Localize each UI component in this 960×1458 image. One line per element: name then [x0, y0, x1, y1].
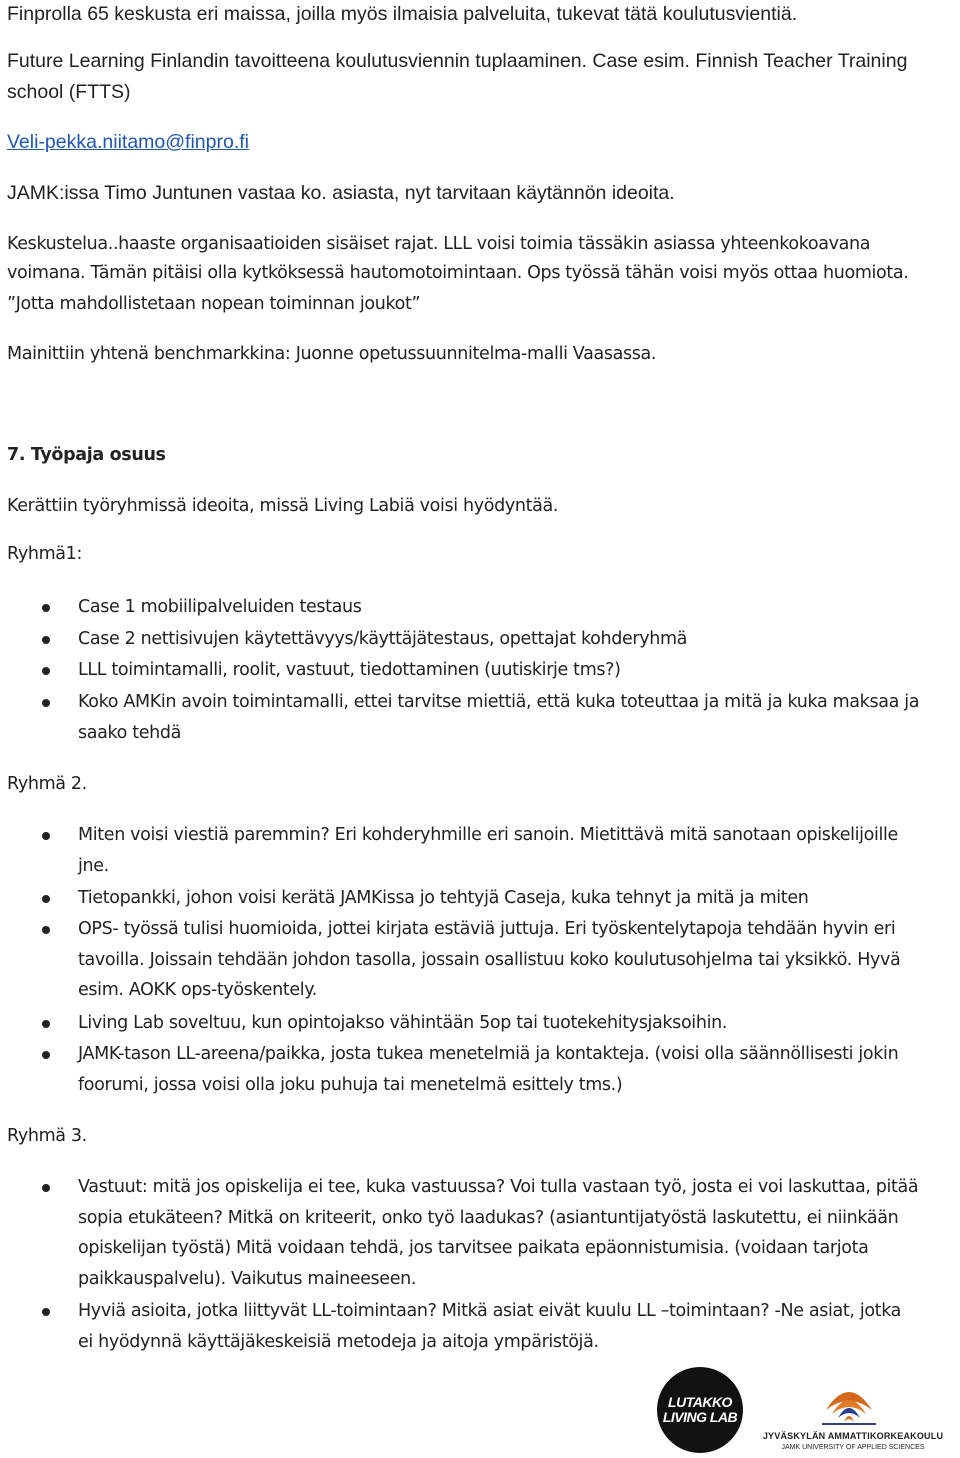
list-item: LLL toimintamalli, roolit, vastuut, tiedottaminen (uutiskirje tms?)	[78, 660, 621, 680]
list-item: Vastuut: mitä jos opiskelija ei tee, kuka vastuussa? Voi tulla vastaan työ, josta ei voi laskuttaa, pitää	[78, 1177, 919, 1197]
section-heading: 7. Työpaja osuus	[7, 445, 166, 465]
list-item: OPS- työssä tulisi huomioida, jottei kirjata estäviä juttuja. Eri työskentelytapoja tehdään hyvin eri	[78, 919, 896, 939]
list-item: foorumi, jossa voisi olla joku puhuja tai menetelmä esittely tms.)	[78, 1074, 623, 1095]
paragraph: Keskustelua..haaste organisaatioiden sisäiset rajat. LLL voisi toimia tässäkin asiassa yhteenkokoavana	[7, 234, 871, 254]
lutakko-living-lab-logo	[657, 1367, 743, 1453]
list-item: saako tehdä	[78, 722, 182, 743]
bullet-icon	[42, 1051, 50, 1059]
list-item: Miten voisi viestiä paremmin? Eri kohderyhmille eri sanoin. Mietittävä mitä sanotaan opiskelijoille	[78, 825, 898, 845]
list-item: Living Lab soveltuu, kun opintojakso vähintään 5op tai tuotekehitysjaksoihin.	[78, 1013, 728, 1033]
paragraph: Future Learning Finlandin tavoitteena koulutusviennin tuplaaminen. Case esim. Finnish Teacher Training	[7, 50, 908, 72]
list-item: JAMK-tason LL-areena/paikka, josta tukea menetelmiä ja kontakteja. (voisi olla säännöllisesti jokin	[78, 1044, 899, 1064]
bullet-icon	[42, 1184, 50, 1192]
paragraph: Mainittiin yhtenä benchmarkkina: Juonne opetussuunnitelma-malli Vaasassa.	[7, 344, 657, 364]
paragraph: Finprolla 65 keskusta eri maissa, joilla myös ilmaisia palveluita, tukevat tätä koulutusvientiä.	[7, 3, 798, 25]
living-lab-logo-text: LIVING LAB	[662, 1409, 738, 1425]
list-item: jne.	[78, 855, 109, 876]
lutakko-logo-text: LUTAKKO	[668, 1394, 732, 1410]
jamk-subtitle-text: JAMK UNIVERSITY OF APPLIED SCIENCES	[781, 1444, 925, 1451]
list-item: sopia etukäteen? Mitkä on kriteerit, onko työ laadukas? (asiantuntijatyöstä laskutettu, ei niinkään	[78, 1207, 899, 1228]
group-title: Ryhmä1:	[7, 544, 83, 564]
list-item: Koko AMKin avoin toimintamalli, ettei tarvitse miettiä, että kuka toteuttaa ja mitä ja kuka maksaa ja	[78, 692, 920, 712]
list-item: ei hyödynnä käyttäjäkeskeisiä metodeja ja aitoja ympäristöjä.	[78, 1331, 599, 1352]
list-item: esim. AOKK ops-työskentely.	[78, 980, 317, 1000]
bullet-icon	[42, 604, 50, 612]
bullet-icon	[42, 1020, 50, 1028]
list-item: Case 1 mobiilipalveluiden testaus	[78, 597, 362, 617]
list-item: tavoilla. Joissain tehdään johdon tasolla, jossain osallistuu koko koulutusohjelma tai yksikkö. Hyvä	[78, 949, 901, 970]
list-item: Case 2 nettisivujen käytettävyys/käyttäjätestaus, opettajat kohderyhmä	[78, 629, 688, 649]
section-intro: Kerättiin työryhmissä ideoita, missä Living Labiä voisi hyödyntää.	[7, 496, 559, 516]
paragraph: JAMK:issa Timo Juntunen vastaa ko. asiasta, nyt tarvitaan käytännön ideoita.	[7, 182, 675, 204]
bullet-icon	[42, 1308, 50, 1316]
list-item: Tietopankki, johon voisi kerätä JAMKissa jo tehtyjä Caseja, kuka tehnyt ja mitä ja miten	[78, 888, 809, 908]
bullet-icon	[42, 926, 50, 934]
list-item: paikkauspalvelu). Vaikutus maineeseen.	[78, 1268, 417, 1289]
email-link[interactable]: Veli-pekka.niitamo@finpro.fi	[7, 131, 249, 153]
list-item: opiskelijan työstä) Mitä voidaan tehdä, jos tarvitsee paikata epäonnistumisia. (voidaan tarjota	[78, 1238, 869, 1258]
paragraph: school (FTTS)	[7, 81, 131, 103]
jamk-emblem-icon	[818, 1380, 880, 1428]
bullet-icon	[42, 832, 50, 840]
bullet-icon	[42, 636, 50, 644]
list-item: Hyviä asioita, jotka liittyvät LL-toimintaan? Mitkä asiat eivät kuulu LL –toimintaan? -Ne asiat, jotka	[78, 1301, 902, 1321]
bullet-icon	[42, 699, 50, 707]
group-title: Ryhmä 2.	[7, 774, 87, 794]
bullet-icon	[42, 895, 50, 903]
bullet-icon	[42, 667, 50, 675]
group-title: Ryhmä 3.	[7, 1126, 87, 1146]
paragraph: voimana. Tämän pitäisi olla kytköksessä hautomotoimintaan. Ops työssä tähän voisi myös ottaa huomiota.	[7, 263, 909, 283]
paragraph: ”Jotta mahdollistetaan nopean toiminnan joukot”	[7, 294, 421, 314]
jamk-name-text: JYVÄSKYLÄN AMMATTIKORKEAKOULU	[762, 1431, 944, 1441]
